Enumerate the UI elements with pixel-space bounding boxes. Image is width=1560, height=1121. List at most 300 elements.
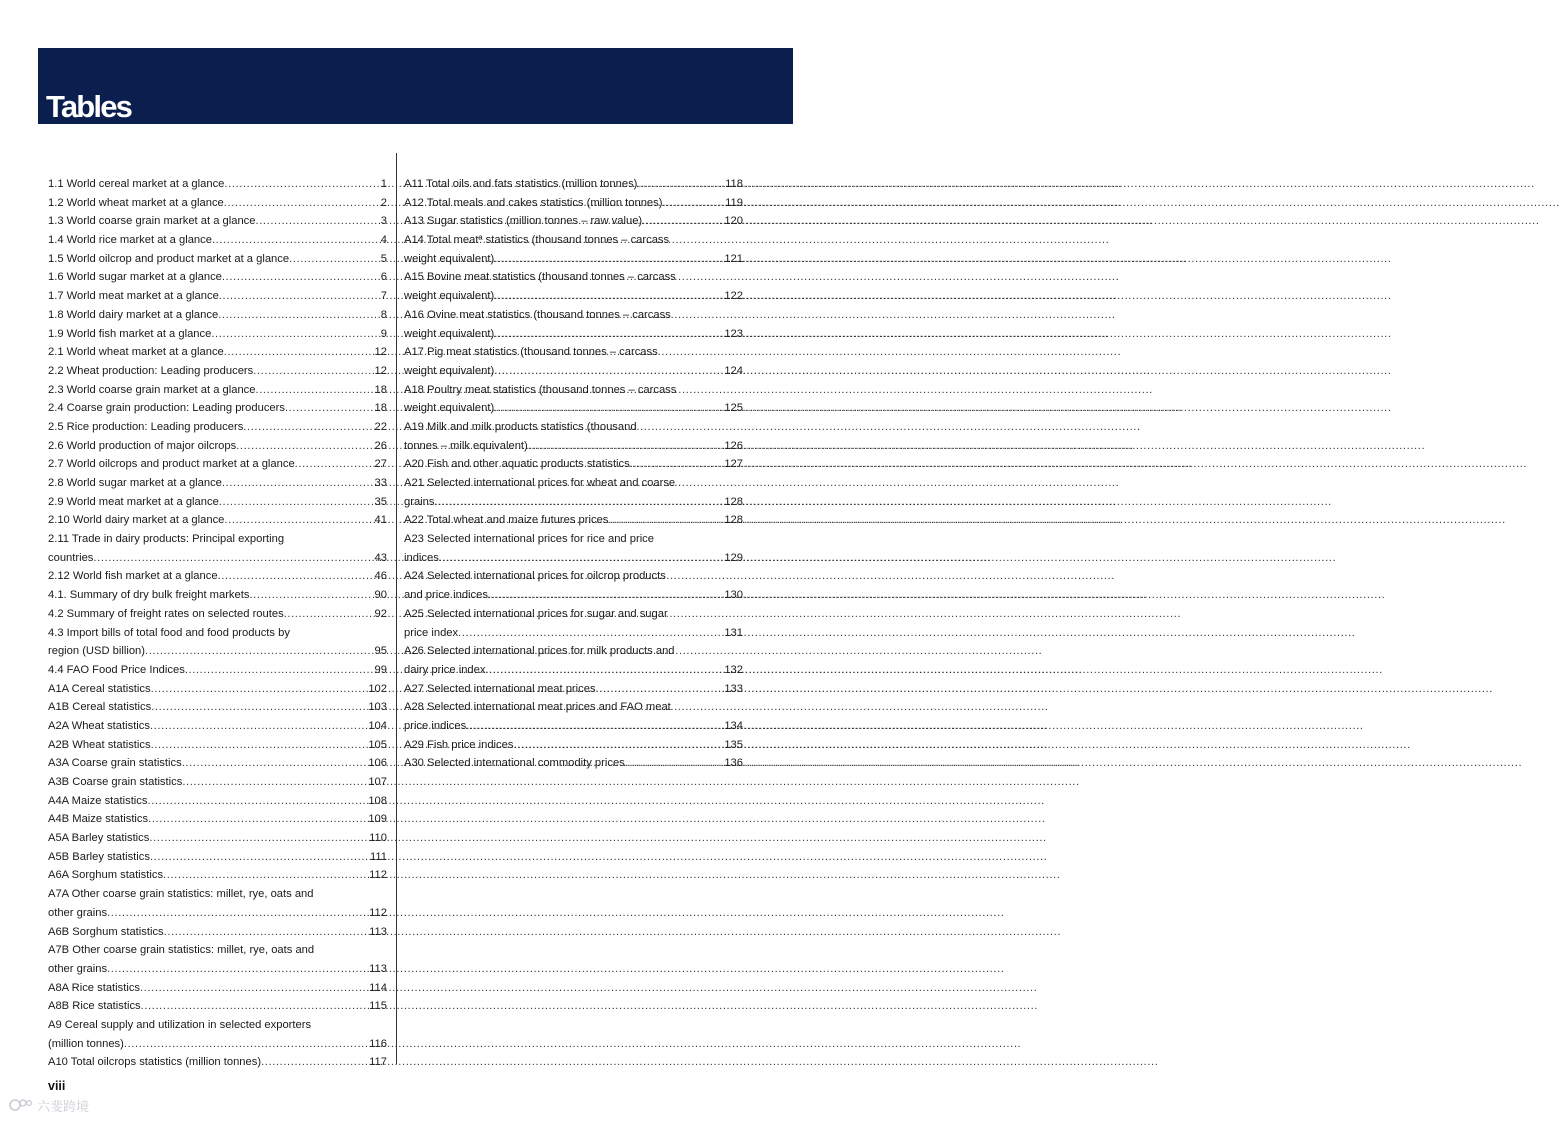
toc-entry[interactable]	[48, 567, 387, 586]
toc-entry-line	[404, 175, 743, 194]
toc-entry[interactable]	[404, 642, 743, 679]
toc-entry[interactable]	[404, 212, 743, 231]
toc-entry-title-line: A14 Total meatª statistics (thousand tonnes – carcass	[404, 234, 670, 247]
toc-entry-line	[48, 474, 387, 493]
toc-entry-title: 2.4 Coarse grain production: Leading producers	[48, 402, 285, 415]
toc-entry-title-line: A16 Ovine meat statistics (thousand tonnes – carcass	[404, 308, 671, 321]
toc-entry-page: 41	[374, 514, 387, 527]
toc-entry-page: 121	[724, 252, 743, 265]
toc-entry-title: A10 Total oilcrops statistics (million tonnes)	[48, 1056, 262, 1069]
toc-entry-title-line: A18 Poultry meat statistics (thousand tonnes – carcass	[404, 383, 677, 396]
toc-entry-title: weight equivalent)	[404, 252, 495, 265]
toc-entry-line	[48, 792, 387, 811]
toc-entry-line	[48, 567, 387, 586]
toc-entry[interactable]	[48, 923, 387, 942]
toc-entry-line	[48, 268, 387, 287]
toc-entry[interactable]	[48, 381, 387, 400]
toc-entry-page: 12	[374, 364, 387, 377]
toc-entry-line	[48, 979, 387, 998]
toc-entry[interactable]	[48, 979, 387, 998]
dot-leader	[494, 250, 723, 269]
dot-leader	[488, 586, 723, 605]
toc-entry[interactable]	[48, 680, 387, 699]
dot-leader	[249, 586, 373, 605]
toc-entry[interactable]	[404, 511, 743, 530]
toc-entry[interactable]	[404, 605, 743, 642]
toc-entry[interactable]	[48, 941, 387, 978]
toc-entry-title: grains	[404, 495, 435, 508]
toc-entry[interactable]	[404, 231, 743, 268]
toc-entry-page: 125	[724, 402, 743, 415]
dot-leader	[150, 717, 367, 736]
toc-entry-page: 135	[724, 738, 743, 751]
toc-entry-title: A6A Sorghum statistics	[48, 869, 164, 882]
toc-entry-page: 102	[368, 682, 387, 695]
toc-entry[interactable]	[48, 325, 387, 344]
toc-entry-title: 4.4 FAO Food Price Indices	[48, 663, 185, 676]
dot-leader	[494, 287, 723, 306]
dot-leader	[439, 549, 724, 568]
toc-entry[interactable]	[48, 1016, 387, 1053]
toc-entry-page: 46	[374, 570, 387, 583]
toc-entry-title-line: A26 Selected international prices for milk products and	[404, 645, 675, 658]
toc-entry[interactable]	[404, 698, 743, 735]
dot-leader	[289, 250, 380, 269]
toc-entry-page: 114	[369, 981, 387, 994]
toc-entry[interactable]	[48, 661, 387, 680]
toc-entry[interactable]	[404, 175, 743, 194]
toc-entry-title: price indices	[404, 719, 467, 732]
toc-entry-line	[404, 661, 743, 680]
toc-entry-line	[48, 343, 387, 362]
toc-entry-page: 117	[369, 1056, 387, 1069]
toc-entry[interactable]	[48, 1053, 387, 1072]
toc-entry-title: 2.2 Wheat production: Leading producers	[48, 364, 254, 377]
dot-leader	[224, 511, 373, 530]
toc-entry-line	[48, 175, 387, 194]
toc-entry[interactable]	[48, 399, 387, 418]
toc-entry-line	[404, 325, 743, 344]
toc-entry-page: 99	[374, 663, 387, 676]
toc-entry-page: 128	[724, 495, 743, 508]
toc-entry-title-line: A9 Cereal supply and utilization in selected exporters	[48, 1018, 312, 1031]
dot-leader	[224, 343, 374, 362]
toc-entry-line	[48, 960, 387, 979]
page-number: viii	[48, 1079, 66, 1093]
dot-leader	[218, 567, 374, 586]
dot-leader	[163, 866, 368, 885]
dot-leader	[93, 549, 373, 568]
toc-entry-title-line: A19 Milk and milk products statistics (thousand	[404, 420, 637, 433]
toc-entry-page: 113	[369, 925, 387, 938]
toc-entry-line	[404, 194, 743, 213]
dot-leader	[662, 194, 724, 213]
toc-entry-page: 4	[380, 234, 387, 247]
toc-entry[interactable]	[48, 736, 387, 755]
toc-entry-line	[48, 997, 387, 1016]
toc-entry-line	[48, 287, 387, 306]
toc-entry-page: 18	[374, 383, 387, 396]
toc-entry-line	[48, 399, 387, 418]
toc-entry-title-line: A23 Selected international prices for rice and price	[404, 533, 654, 546]
dot-leader	[528, 437, 724, 456]
toc-entry-line	[48, 381, 387, 400]
toc-entry-page: 131	[724, 626, 743, 639]
toc-entry-title: 4.1. Summary of dry bulk freight markets	[48, 589, 250, 602]
toc-entry-title: A1A Cereal statistics	[48, 682, 151, 695]
toc-entry-title: 2.8 World sugar market at a glance	[48, 477, 222, 489]
toc-entry-title: 2.5 Rice production: Leading producers	[48, 420, 244, 433]
toc-entry-page: 35	[374, 495, 387, 508]
toc-entry[interactable]	[48, 212, 387, 231]
toc-entry-title: 1.1 World cereal market at a glance	[48, 178, 225, 190]
toc-entry-page: 5	[380, 252, 387, 265]
toc-entry-line	[404, 250, 743, 269]
toc-entry-page: 106	[368, 757, 387, 770]
dot-leader	[107, 960, 368, 979]
toc-entry-page: 115	[369, 1000, 387, 1013]
toc-entry[interactable]	[404, 530, 743, 567]
toc-entry-title: 1.9 World fish market at a glance	[48, 327, 212, 340]
toc-entry-title: A3B Coarse grain statistics	[48, 776, 183, 788]
toc-entry-page: 120	[724, 215, 743, 228]
toc-entry[interactable]	[404, 343, 743, 380]
toc-entry-line	[48, 212, 387, 231]
dot-leader	[107, 904, 368, 923]
toc-entry[interactable]	[404, 418, 743, 455]
toc-entry-page: 104	[368, 719, 387, 732]
toc-entry[interactable]	[48, 530, 387, 567]
toc-entry-title: indices	[404, 551, 439, 564]
toc-entry-page: 124	[724, 364, 743, 377]
dot-leader	[434, 493, 723, 512]
toc-entry-title: A6B Sorghum statistics	[48, 925, 164, 938]
toc-entry[interactable]	[404, 194, 743, 213]
toc-entry-line	[48, 717, 387, 736]
toc-entry-line	[48, 325, 387, 344]
dot-leader	[243, 418, 373, 437]
dot-leader	[151, 698, 367, 717]
toc-entry-title: price index	[404, 626, 459, 639]
dot-leader	[182, 754, 368, 773]
toc-entry-page: 119	[725, 196, 743, 209]
dot-leader	[140, 979, 368, 998]
toc-entry-title: A3A Coarse grain statistics	[48, 757, 182, 770]
toc-entry-page: 9	[380, 327, 387, 340]
toc-entry-line	[48, 848, 387, 867]
toc-entry[interactable]	[48, 493, 387, 512]
toc-entry[interactable]	[404, 754, 743, 773]
toc-entry-line	[48, 866, 387, 885]
dot-leader	[494, 362, 723, 381]
toc-entry-title: weight equivalent)	[404, 290, 495, 303]
toc-entry-page: 3	[380, 215, 387, 228]
watermark-text: 六斐跨境	[37, 1098, 90, 1114]
dot-leader	[253, 362, 373, 381]
toc-entry[interactable]	[48, 231, 387, 250]
toc-entry[interactable]	[48, 754, 387, 773]
toc-entry-page: 111	[369, 850, 387, 863]
toc-entry-line	[48, 437, 387, 456]
toc-entry-line	[404, 437, 743, 456]
dot-leader	[485, 661, 723, 680]
toc-entry-title-line: A24 Selected international prices for oilcrop products	[404, 570, 666, 583]
toc-entry-page: 107	[368, 776, 387, 788]
toc-entry-line	[404, 399, 743, 418]
toc-entry-line	[404, 736, 743, 755]
toc-entry-title: other grains	[48, 962, 108, 975]
toc-entry-title: A20 Fish and other aquatic products statistics	[404, 458, 630, 471]
toc-entry[interactable]	[48, 287, 387, 306]
toc-entry-title-line: A7A Other coarse grain statistics: millet, rye, oats and	[48, 888, 314, 901]
toc-entry-title: A29 Fish price indices	[404, 738, 514, 751]
dot-leader	[494, 325, 723, 344]
toc-entry-title: A27 Selected international meat prices	[404, 682, 596, 695]
toc-entry-title: region (USD billion)	[48, 645, 145, 658]
watermark-logo-icon	[8, 1098, 34, 1112]
toc-entry-line	[48, 231, 387, 250]
dot-leader	[124, 1035, 368, 1054]
toc-entry-line	[404, 455, 743, 474]
toc-entry-title: (million tonnes)	[48, 1037, 124, 1050]
toc-entry-page: 2	[380, 196, 387, 209]
toc-entry[interactable]	[404, 680, 743, 699]
toc-entry-line	[48, 773, 387, 792]
toc-entry[interactable]	[48, 698, 387, 717]
toc-entry-line	[404, 717, 743, 736]
toc-entry[interactable]	[48, 792, 387, 811]
toc-entry-title: countries	[48, 551, 94, 564]
dot-leader	[295, 455, 374, 474]
toc-entry-title: 2.10 World dairy market at a glance	[48, 514, 225, 527]
toc-entry-line	[48, 605, 387, 624]
toc-entry-line	[48, 642, 387, 661]
toc-entry-page: 127	[724, 458, 743, 471]
dot-leader	[642, 212, 723, 231]
toc-entry[interactable]	[404, 381, 743, 418]
toc-entry[interactable]	[48, 437, 387, 456]
toc-entry-title: 1.8 World dairy market at a glance	[48, 308, 219, 321]
toc-entry-line	[48, 810, 387, 829]
toc-entry[interactable]	[48, 175, 387, 194]
toc-entry-title: 2.12 World fish market at a glance	[48, 570, 218, 583]
toc-entry[interactable]	[404, 736, 743, 755]
dot-leader	[513, 736, 723, 755]
toc-entry-title: A4B Maize statistics	[48, 813, 149, 826]
toc-entry-page: 33	[374, 477, 387, 489]
toc-entry-line	[48, 306, 387, 325]
toc-entry-line	[48, 661, 387, 680]
toc-entry-page: 118	[725, 178, 743, 190]
toc-entry-page: 112	[369, 869, 387, 882]
toc-entry-line	[48, 829, 387, 848]
toc-entry[interactable]	[404, 306, 743, 343]
toc-entry-page: 7	[380, 290, 387, 303]
toc-entry-line	[48, 586, 387, 605]
toc-entry-line	[48, 511, 387, 530]
toc-entry-page: 8	[380, 308, 387, 321]
dot-leader	[458, 624, 723, 643]
toc-entry-page: 130	[724, 589, 743, 602]
toc-entry[interactable]	[404, 567, 743, 604]
dot-leader	[212, 231, 380, 250]
toc-entry-title: weight equivalent)	[404, 364, 495, 377]
dot-leader	[625, 754, 724, 773]
toc-entry-page: 122	[724, 290, 743, 303]
toc-entry-line	[404, 754, 743, 773]
toc-entry[interactable]	[48, 810, 387, 829]
dot-leader	[494, 399, 723, 418]
toc-entry-title-line: A15 Bovine meat statistics (thousand tonnes – carcass	[404, 271, 676, 284]
toc-entry-title: A11 Total oils and fats statistics (million tonnes)	[404, 178, 638, 190]
toc-entry[interactable]	[48, 511, 387, 530]
toc-entry-line	[404, 362, 743, 381]
page-title: Tables	[46, 89, 132, 124]
toc-entry-page: 90	[374, 589, 387, 602]
toc-entry-title: A5A Barley statistics	[48, 832, 150, 845]
toc-entry[interactable]	[404, 474, 743, 511]
dot-leader	[596, 680, 724, 699]
toc-entry[interactable]	[404, 455, 743, 474]
toc-entry[interactable]	[48, 717, 387, 736]
toc-entry-page: 26	[374, 439, 387, 452]
toc-entry-title: 1.4 World rice market at a glance	[48, 234, 212, 247]
toc-entry[interactable]	[48, 306, 387, 325]
toc-entry-title: A8B Rice statistics	[48, 1000, 141, 1013]
toc-entry[interactable]	[48, 343, 387, 362]
toc-entry[interactable]	[48, 268, 387, 287]
toc-entry[interactable]	[48, 848, 387, 867]
toc-entry-line	[48, 1053, 387, 1072]
dot-leader	[147, 792, 367, 811]
toc-entry-line	[48, 418, 387, 437]
toc-entry-page: 6	[380, 271, 387, 284]
header-banner	[38, 48, 793, 124]
toc-entry-title: A2A Wheat statistics	[48, 719, 150, 732]
toc-entry-page: 22	[374, 420, 387, 433]
dot-leader	[211, 325, 379, 344]
toc-entry[interactable]	[404, 268, 743, 305]
toc-entry-line	[404, 511, 743, 530]
toc-entry[interactable]	[48, 624, 387, 661]
toc-entry-page: 103	[368, 701, 387, 714]
toc-entry-line	[48, 923, 387, 942]
toc-entry[interactable]	[48, 829, 387, 848]
dot-leader	[284, 605, 374, 624]
toc-entry[interactable]	[48, 362, 387, 381]
toc-entry[interactable]	[48, 885, 387, 922]
dot-leader	[637, 175, 724, 194]
toc-entry-title: A8A Rice statistics	[48, 981, 141, 994]
toc-entry-line	[404, 624, 743, 643]
toc-entry-title: weight equivalent)	[404, 402, 495, 415]
toc-entry-title-line: A21 Selected international prices for wheat and coarse	[404, 477, 676, 489]
toc-entry[interactable]	[48, 773, 387, 792]
toc-entry[interactable]	[48, 605, 387, 624]
toc-entry-page: 132	[724, 663, 743, 676]
toc-entry[interactable]	[48, 997, 387, 1016]
dot-leader	[256, 212, 380, 231]
toc-entry-title: 2.6 World production of major oilcrops	[48, 439, 237, 452]
toc-entry[interactable]	[48, 418, 387, 437]
toc-entry-title: A13 Sugar statistics (million tonnes – raw value)	[404, 215, 643, 228]
toc-entry-page: 128	[724, 514, 743, 527]
toc-entry-line	[48, 754, 387, 773]
toc-entry[interactable]	[48, 586, 387, 605]
toc-entry[interactable]	[48, 455, 387, 474]
toc-entry-title: 1.3 World coarse grain market at a glance	[48, 215, 256, 228]
toc-entry-title: 1.6 World sugar market at a glance	[48, 271, 222, 284]
toc-entry-title: 1.2 World wheat market at a glance	[48, 196, 224, 209]
toc-entry-title-line: A28 Selected international meat prices and FAO meat	[404, 701, 671, 714]
toc-entry-line	[48, 250, 387, 269]
toc-entry-line	[48, 493, 387, 512]
toc-entry[interactable]	[48, 474, 387, 493]
dot-leader	[185, 661, 374, 680]
toc-entry-page: 113	[369, 962, 387, 975]
dot-leader	[224, 175, 379, 194]
toc-entry-title: and price indices	[404, 589, 488, 602]
toc-entry[interactable]	[48, 194, 387, 213]
dot-leader	[141, 997, 369, 1016]
toc-column-left	[48, 175, 387, 1072]
toc-column-right	[404, 175, 743, 773]
toc-entry-page: 108	[368, 794, 387, 807]
dot-leader	[182, 773, 367, 792]
toc-entry-line	[404, 493, 743, 512]
toc-entry-page: 105	[368, 738, 387, 751]
dot-leader	[222, 474, 374, 493]
dot-leader	[285, 399, 374, 418]
toc-entry-title-line: 2.11 Trade in dairy products: Principal exporting	[48, 533, 285, 546]
dot-leader	[219, 493, 374, 512]
toc-entry-page: 112	[369, 906, 387, 919]
toc-entry-title: 2.3 World coarse grain market at a glance	[48, 383, 256, 396]
toc-entry[interactable]	[48, 866, 387, 885]
toc-entry-line	[48, 904, 387, 923]
dot-leader	[149, 829, 368, 848]
watermark	[8, 1095, 108, 1115]
toc-entry-title-line: A25 Selected international prices for sugar and sugar	[404, 607, 668, 620]
dot-leader	[608, 511, 723, 530]
toc-entry-title: A12 Total meals and cakes statistics (million tonnes)	[404, 196, 663, 209]
toc-entry-page: 110	[369, 832, 387, 845]
toc-entry-title: A22 Total wheat and maize futures prices	[404, 514, 609, 527]
toc-entry-line	[48, 698, 387, 717]
dot-leader	[219, 287, 380, 306]
toc-entry-line	[48, 736, 387, 755]
toc-entry-page: 116	[369, 1037, 387, 1050]
toc-entry-line	[48, 1035, 387, 1054]
toc-entry[interactable]	[48, 250, 387, 269]
dot-leader	[151, 680, 368, 699]
dot-leader	[236, 437, 373, 456]
toc-entry-title-line: A7B Other coarse grain statistics: millet, rye, oats and	[48, 944, 315, 957]
toc-entry-page: 95	[374, 645, 387, 658]
toc-entry-line	[404, 586, 743, 605]
dot-leader	[218, 306, 380, 325]
toc-entry-page: 43	[374, 551, 387, 564]
toc-entry-title: A5B Barley statistics	[48, 850, 150, 863]
toc-entry-title: 1.5 World oilcrop and product market at a glance	[48, 252, 290, 265]
toc-entry-page: 27	[374, 458, 387, 471]
toc-entry-line	[404, 680, 743, 699]
dot-leader	[256, 381, 374, 400]
toc-entry-page: 18	[374, 402, 387, 415]
toc-entry-title: 1.7 World meat market at a glance	[48, 290, 219, 303]
toc-entry-page: 12	[374, 346, 387, 359]
toc-entry-title: weight equivalent)	[404, 327, 495, 340]
